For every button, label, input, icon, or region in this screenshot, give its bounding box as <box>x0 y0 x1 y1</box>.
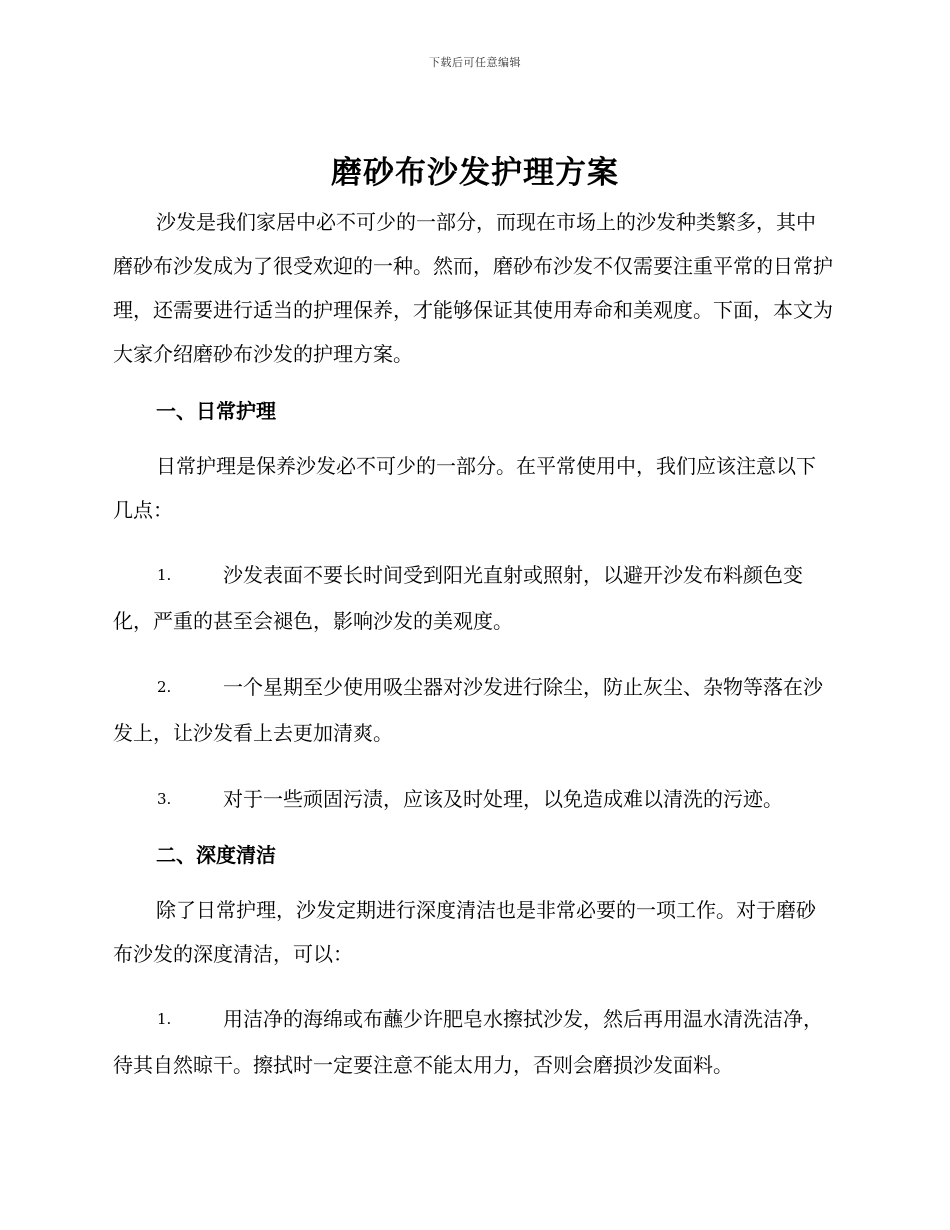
list-item <box>113 552 835 644</box>
list-item-number: 1. <box>157 566 172 584</box>
intro-paragraph: 沙发是我们家居中必不可少的一部分，而现在市场上的沙发种类繁多，其中磨砂布沙发成为了很受欢迎的一种。然而，磨砂布沙发不仅需要注重平常的日常护理，还需要进行适当的护理保养，才能够保证其使用寿命和美观度。下面，本文为大家介绍磨砂布沙发的护理方案。 <box>113 210 833 366</box>
section-heading-deep-cleaning: 二、深度清洁 <box>156 843 276 867</box>
list-item <box>113 664 835 756</box>
list-item-text: 一个星期至少使用吸尘器对沙发进行除尘，防止灰尘、杂物等落在沙发上，让沙发看上去更加清爽。 <box>113 675 823 745</box>
list-item <box>113 776 835 822</box>
list-item-number: 1. <box>157 1010 172 1028</box>
section1-intro-paragraph: 日常护理是保养沙发必不可少的一部分。在平常使用中，我们应该注意以下几点： <box>113 454 816 522</box>
list-item-text: 对于一些顽固污渍，应该及时处理，以免造成难以清洗的污迹。 <box>223 787 783 811</box>
section-heading-daily-care: 一、日常护理 <box>156 399 276 423</box>
document-title: 磨砂布沙发护理方案 <box>331 155 619 191</box>
list-item-text: 沙发表面不要长时间受到阳光直射或照射，以避开沙发布料颜色变化，严重的甚至会褪色，影响沙发的美观度。 <box>113 563 803 633</box>
header-note: 下载后可任意编辑 <box>429 56 521 69</box>
list-item-number: 3. <box>157 790 172 808</box>
document-body <box>113 200 835 1088</box>
list-item-text: 用洁净的海绵或布蘸少许肥皂水擦拭沙发，然后再用温水清洗洁净，待其自然晾干。擦拭时一定要注意不能太用力，否则会磨损沙发面料。 <box>113 1007 823 1077</box>
list-item <box>113 996 835 1088</box>
list-item-number: 2. <box>157 678 172 696</box>
section2-intro-paragraph: 除了日常护理，沙发定期进行深度清洁也是非常必要的一项工作。对于磨砂布沙发的深度清洁，可以： <box>113 898 816 966</box>
